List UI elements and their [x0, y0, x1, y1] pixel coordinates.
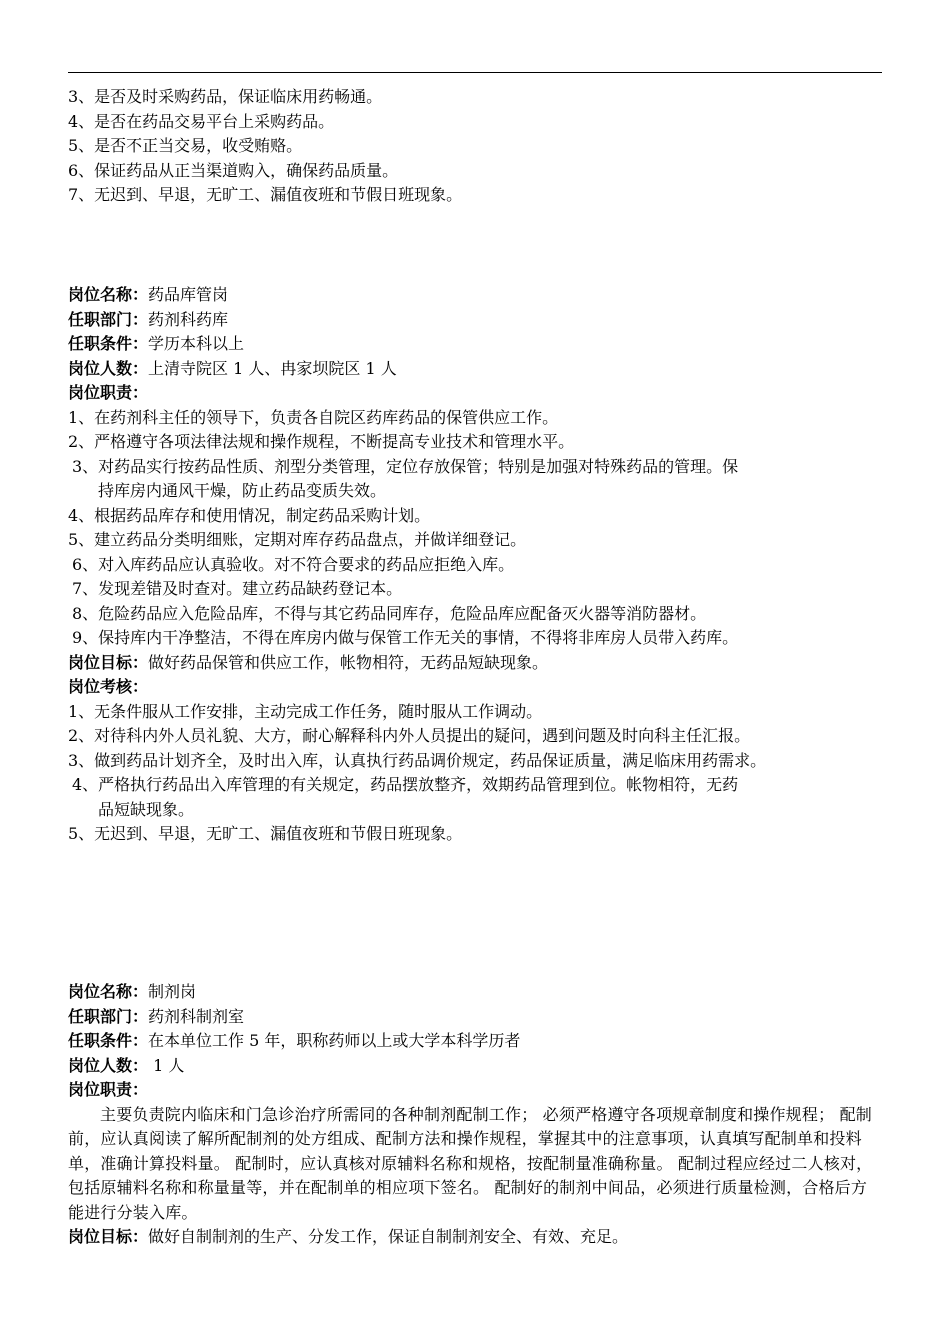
post-name-value: 药品库管岗	[148, 285, 229, 304]
headcount-value: 1 人	[148, 1055, 185, 1075]
headcount-row	[68, 357, 898, 382]
requirement-value: 学历本科以上	[148, 334, 245, 353]
duty-item: 7、发现差错及时查对。建立药品缺药登记本。	[72, 579, 403, 598]
duty-item: 8、危险药品应入危险品库，不得与其它药品同库存，危险品库应配备灭火器等消防器材。	[72, 603, 707, 623]
list-item: 6、保证药品从正当渠道购入，确保药品质量。	[68, 160, 399, 180]
list-item: 4、是否在药品交易平台上采购药品。	[68, 111, 335, 131]
post-name-label: 岗位名称：	[68, 285, 149, 304]
department-row	[68, 1005, 898, 1030]
assessment-item: 3、做到药品计划齐全，及时出入库，认真执行药品调价规定，药品保证质量，满足临床用药需求。	[68, 750, 767, 770]
assessment-label: 岗位考核：	[68, 677, 149, 696]
duties-label: 岗位职责：	[68, 1080, 149, 1099]
header-rule	[68, 72, 882, 73]
post-name-value: 制剂岗	[148, 982, 197, 1001]
post-name-row	[68, 980, 898, 1005]
headcount-label: 岗位人数：	[68, 358, 149, 378]
headcount-row	[68, 1054, 898, 1079]
duties-heading	[68, 1078, 898, 1103]
goal-label: 岗位目标：	[68, 652, 149, 672]
requirement-row	[68, 1029, 898, 1054]
requirement-label: 任职条件：	[68, 1031, 149, 1050]
department-label: 任职部门：	[68, 309, 149, 329]
duties-heading	[68, 381, 898, 406]
preparation-post-section	[68, 980, 898, 1250]
duty-item: 5、建立药品分类明细账，定期对库存药品盘点，并做详细登记。	[68, 530, 527, 549]
duty-item: 4、根据药品库存和使用情况，制定药品采购计划。	[68, 505, 431, 525]
requirement-row	[68, 332, 898, 357]
duty-item: 3、对药品实行按药品性质、剂型分类管理，定位存放保管；特别是加强对特殊药品的管理。保	[72, 456, 739, 476]
requirement-label: 任职条件：	[68, 334, 149, 353]
duties-paragraph: 主要负责院内临床和门急诊治疗所需同的各种制剂配制工作； 必须严格遵守各项规章制度和操作规程； 配制前，应认真阅读了解所配制剂的处方组成、配制方法和操作规程，掌握其中的注意事项，认真填写配制单和投料单，准确计算投料量。 配制时，应认真核对原辅料名称和规格，按配制量准确称量。 配制过程应经过二人核对，包括原辅料名称和称量量等，并在配制单的相应项下签名。 配制好的制剂中间品，必须进行质量检测，合格后方能进行分装入库。	[68, 1104, 873, 1222]
previous-duty-list	[68, 85, 898, 208]
duty-item: 2、严格遵守各项法律法规和操作规程，不断提高专业技术和管理水平。	[68, 432, 575, 451]
post-name-label: 岗位名称：	[68, 982, 149, 1001]
goal-label: 岗位目标：	[68, 1227, 149, 1246]
department-label: 任职部门：	[68, 1006, 149, 1026]
goal-value: 做好药品保管和供应工作，帐物相符，无药品短缺现象。	[148, 652, 549, 672]
goal-row	[68, 651, 898, 676]
assessment-heading	[68, 675, 898, 700]
assessment-item: 1、无条件服从工作安排，主动完成工作任务，随时服从工作调动。	[68, 701, 543, 721]
list-item: 3、是否及时采购药品，保证临床用药畅通。	[68, 87, 383, 106]
requirement-value: 在本单位工作 5 年，职称药师以上或大学本科学历者	[148, 1031, 521, 1050]
duties-label: 岗位职责：	[68, 383, 149, 402]
list-item: 7、无迟到、早退，无旷工、漏值夜班和节假日班现象。	[68, 185, 463, 204]
pharmacy-post-section	[68, 283, 898, 847]
assessment-item: 5、无迟到、早退，无旷工、漏值夜班和节假日班现象。	[68, 824, 463, 843]
duty-item: 1、在药剂科主任的领导下，负责各自院区药库药品的保管供应工作。	[68, 407, 559, 427]
duty-item: 9、保持库内干净整洁，不得在库房内做与保管工作无关的事情，不得将非库房人员带入药库。	[72, 628, 739, 647]
assessment-item: 4、严格执行药品出入库管理的有关规定，药品摆放整齐，效期药品管理到位。帐物相符，无药	[72, 775, 739, 794]
goal-row	[68, 1225, 898, 1250]
duty-item: 6、对入库药品应认真验收。对不符合要求的药品应拒绝入库。	[72, 554, 515, 574]
assessment-item-continuation: 品短缺现象。	[98, 799, 195, 819]
department-value: 药剂科药库	[148, 309, 229, 329]
duty-item-continuation: 持库房内通风干燥，防止药品变质失效。	[98, 481, 387, 500]
headcount-value: 上清寺院区 1 人、冉家坝院区 1 人	[148, 358, 397, 378]
post-name-row	[68, 283, 898, 308]
assessment-item: 2、对待科内外人员礼貌、大方，耐心解释科内外人员提出的疑问，遇到问题及时向科主任汇报。	[68, 726, 751, 745]
department-value: 药剂科制剂室	[148, 1006, 245, 1026]
goal-value: 做好自制制剂的生产、分发工作，保证自制制剂安全、有效、充足。	[148, 1227, 629, 1246]
list-item: 5、是否不正当交易，收受贿赂。	[68, 136, 303, 155]
department-row	[68, 308, 898, 333]
headcount-label: 岗位人数：	[68, 1055, 149, 1075]
